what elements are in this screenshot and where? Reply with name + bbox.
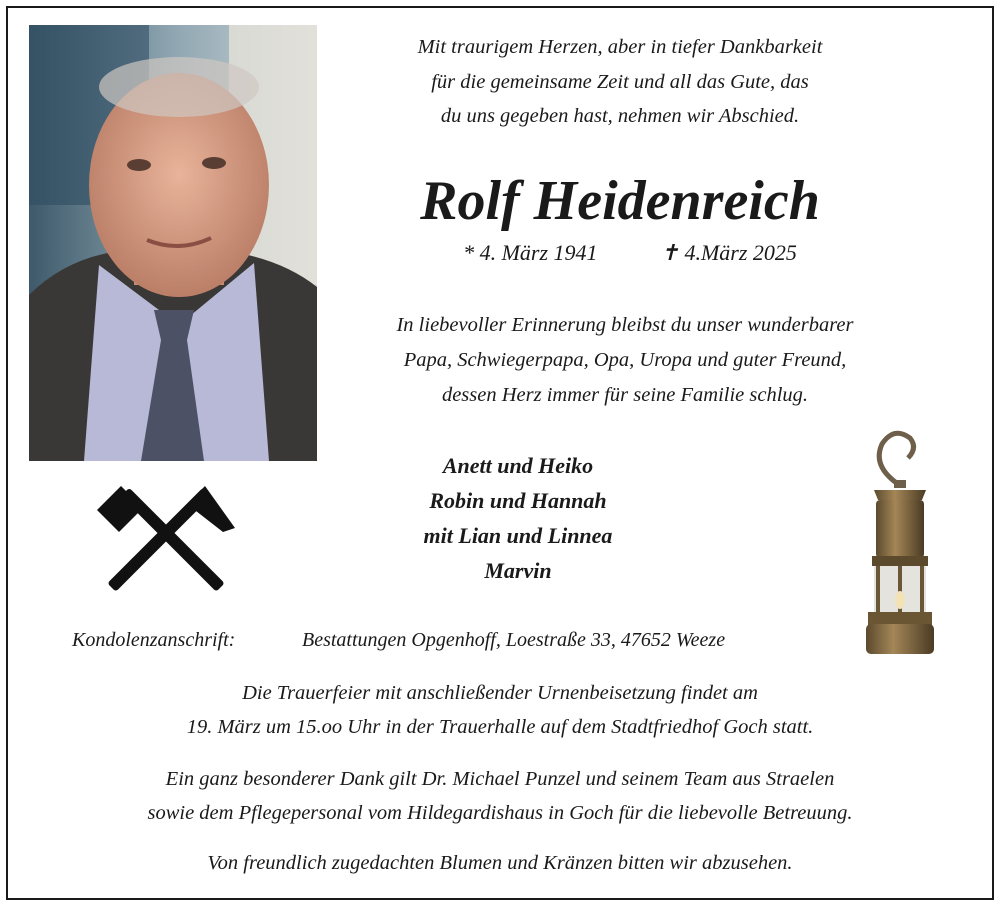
thanks-line: sowie dem Pflegepersonal vom Hildegardishaus in Goch für die liebevolle Betreuung. (147, 802, 853, 824)
condolence-label: Kondolenzanschrift: (72, 629, 236, 651)
thanks-text (40, 762, 960, 830)
memory-line: In liebevoller Erinnerung bleibst du unser wunderbarer (396, 314, 854, 336)
thanks-line: Ein ganz besonderer Dank gilt Dr. Michael Punzel und seinem Team aus Straelen (165, 768, 835, 790)
intro-line: für die gemeinsame Zeit und all das Gute, das (431, 70, 809, 93)
funeral-line: Die Trauerfeier mit anschließender Urnenbeisetzung findet am (242, 682, 758, 704)
intro-line: du uns gegeben hast, nehmen wir Abschied. (440, 105, 800, 127)
memory-line: dessen Herz immer für seine Familie schlug. (441, 384, 809, 406)
intro-text (370, 30, 870, 134)
memory-text (340, 308, 910, 413)
memory-line: Papa, Schwiegerpapa, Opa, Uropa und guter Freund, (403, 349, 847, 371)
intro-line: Mit traurigem Herzen, aber in tiefer Dankbarkeit (417, 36, 823, 58)
life-dates (420, 238, 840, 268)
deceased-name: Rolf Heidenreich (420, 170, 820, 232)
hammer-and-pick-icon (95, 482, 240, 599)
mourner-line: mit Lian und Linnea (423, 523, 613, 548)
birth-date: * 4. März 1941 (463, 240, 598, 265)
mourner-line: Marvin (484, 558, 552, 583)
condolence-address: Bestattungen Opgenhoff, Loestraße 33, 47652 Weeze (302, 629, 726, 651)
flowers-note: Von freundlich zugedachten Blumen und Kränzen bitten wir abzusehen. (207, 852, 793, 874)
mourner-line: Robin und Hannah (429, 488, 607, 513)
funeral-info (60, 676, 940, 744)
mourner-line: Anett und Heiko (442, 453, 594, 478)
mourners-list (318, 448, 718, 588)
miners-lamp-image (858, 428, 948, 665)
portrait-photo (29, 25, 317, 461)
funeral-line: 19. März um 15.oo Uhr in der Trauerhalle auf dem Stadtfriedhof Goch statt. (186, 716, 814, 738)
death-date: ✝ 4.März 2025 (660, 240, 797, 265)
